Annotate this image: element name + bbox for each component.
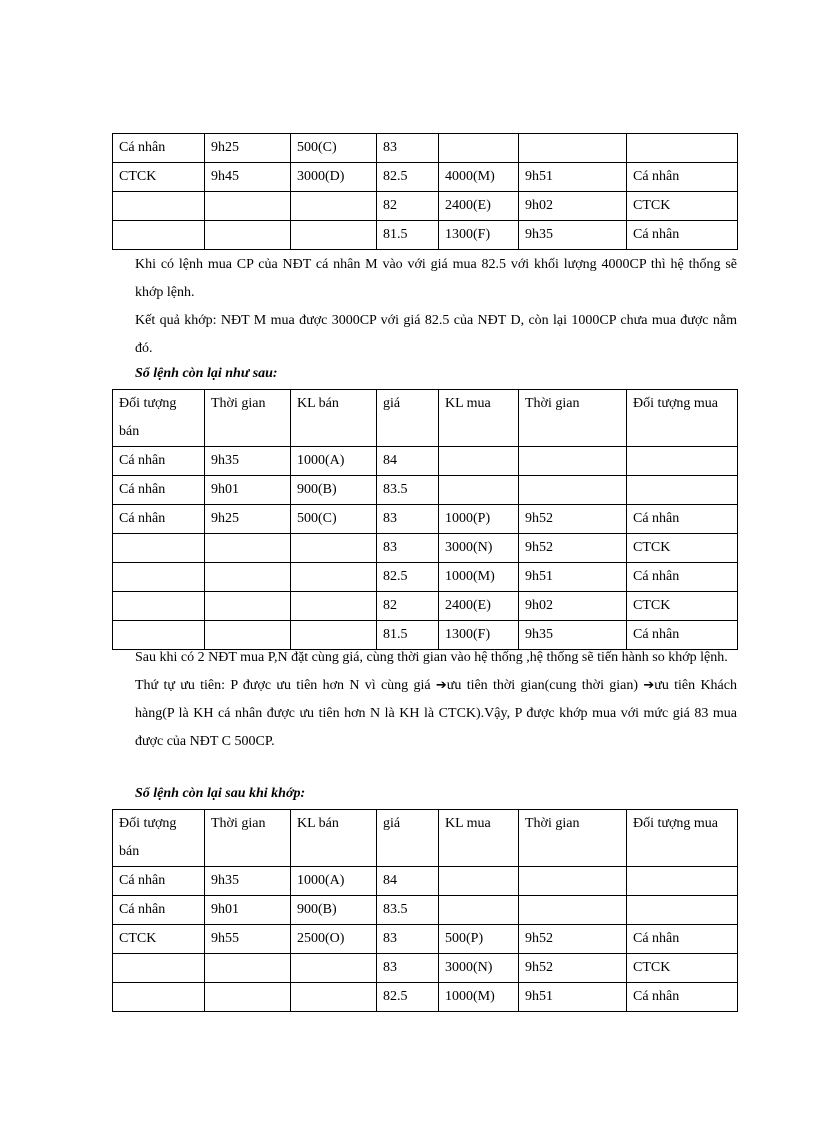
cell-price: 83 — [377, 925, 439, 954]
table-row — [113, 954, 738, 983]
cell-sell-time: 9h25 — [205, 505, 291, 534]
cell-buyer-type — [627, 134, 738, 163]
header-sell-volume: KL bán — [291, 810, 377, 867]
cell-price: 83 — [377, 505, 439, 534]
cell-seller-type: CTCK — [113, 163, 205, 192]
section-heading-2: Sổ lệnh còn lại sau khi khớp: — [135, 786, 306, 801]
cell-price: 81.5 — [377, 221, 439, 250]
header-price: giá — [377, 390, 439, 447]
order-book-table-2 — [112, 389, 738, 650]
cell-buyer-type — [627, 447, 738, 476]
cell-buy-time: 9h52 — [519, 534, 627, 563]
cell-seller-type — [113, 954, 205, 983]
cell-sell-time — [205, 954, 291, 983]
header-buyer-type: Đối tượng mua — [627, 810, 738, 867]
table-header-row — [113, 390, 738, 447]
cell-buyer-type: CTCK — [627, 954, 738, 983]
header-seller-type: Đối tượng bán — [113, 390, 205, 447]
cell-price: 83.5 — [377, 476, 439, 505]
cell-sell-time: 9h25 — [205, 134, 291, 163]
cell-seller-type — [113, 983, 205, 1012]
cell-sell-time — [205, 221, 291, 250]
cell-price: 82 — [377, 592, 439, 621]
cell-buyer-type: CTCK — [627, 592, 738, 621]
cell-seller-type: Cá nhân — [113, 476, 205, 505]
cell-buy-time — [519, 134, 627, 163]
cell-seller-type — [113, 563, 205, 592]
cell-sell-time: 9h01 — [205, 896, 291, 925]
cell-sell-volume — [291, 563, 377, 592]
cell-seller-type — [113, 221, 205, 250]
order-book-table-continued — [112, 133, 737, 250]
cell-buy-volume: 2400(E) — [439, 192, 519, 221]
cell-buy-time: 9h52 — [519, 954, 627, 983]
cell-sell-time: 9h45 — [205, 163, 291, 192]
order-book-after-match — [112, 809, 737, 1012]
cell-price: 81.5 — [377, 621, 439, 650]
cell-sell-volume — [291, 534, 377, 563]
section-heading-1: Sổ lệnh còn lại như sau: — [135, 366, 278, 381]
table-row — [113, 534, 738, 563]
cell-price: 83 — [377, 134, 439, 163]
cell-buy-time — [519, 476, 627, 505]
header-buy-time: Thời gian — [519, 390, 627, 447]
cell-seller-type: Cá nhân — [113, 867, 205, 896]
header-seller-type: Đối tượng bán — [113, 810, 205, 867]
table-row — [113, 221, 738, 250]
table-row — [113, 134, 738, 163]
cell-sell-time — [205, 534, 291, 563]
table-row — [113, 592, 738, 621]
cell-sell-volume: 900(B) — [291, 896, 377, 925]
header-buy-volume: KL mua — [439, 810, 519, 867]
explanation-2-line-1: Sau khi có 2 NĐT mua P,N đặt cùng giá, cùng thời gian vào hệ thống ,hệ thống sẽ tiến hành so khớp lệnh. — [135, 650, 728, 665]
cell-buyer-type: CTCK — [627, 192, 738, 221]
priority-text-c: ưu tiên Khách hàng(P là KH cá nhân được ưu tiên hơn N là KH là CTCK).Vậy, P được khớp mua với mức giá 83 mua được của NĐT C 500CP. — [135, 678, 737, 749]
cell-sell-volume — [291, 592, 377, 621]
table-row — [113, 867, 738, 896]
header-buy-time: Thời gian — [519, 810, 627, 867]
cell-sell-volume: 2500(O) — [291, 925, 377, 954]
table-row — [113, 163, 738, 192]
cell-sell-time — [205, 983, 291, 1012]
cell-price: 83.5 — [377, 896, 439, 925]
cell-sell-time: 9h35 — [205, 447, 291, 476]
cell-buy-volume: 1300(F) — [439, 221, 519, 250]
cell-seller-type: Cá nhân — [113, 896, 205, 925]
cell-buy-volume: 4000(M) — [439, 163, 519, 192]
arrow-right-icon: ➔ — [435, 678, 447, 693]
cell-price: 82.5 — [377, 163, 439, 192]
header-buyer-type: Đối tượng mua — [627, 390, 738, 447]
header-price: giá — [377, 810, 439, 867]
cell-seller-type — [113, 592, 205, 621]
cell-price: 82.5 — [377, 983, 439, 1012]
table-row — [113, 896, 738, 925]
priority-text-a: Thứ tự ưu tiên: P được ưu tiên hơn N vì cùng giá — [135, 678, 436, 693]
cell-sell-volume: 500(C) — [291, 505, 377, 534]
cell-sell-volume — [291, 192, 377, 221]
cell-sell-volume — [291, 954, 377, 983]
cell-price: 84 — [377, 447, 439, 476]
cell-buyer-type: Cá nhân — [627, 925, 738, 954]
table-row — [113, 447, 738, 476]
cell-sell-volume: 900(B) — [291, 476, 377, 505]
cell-buy-time: 9h52 — [519, 925, 627, 954]
cell-buy-volume: 2400(E) — [439, 592, 519, 621]
cell-buyer-type: Cá nhân — [627, 505, 738, 534]
cell-sell-time — [205, 563, 291, 592]
cell-buy-volume: 1000(P) — [439, 505, 519, 534]
explanation-2-line-2 — [135, 672, 737, 756]
cell-buy-time — [519, 867, 627, 896]
table-row — [113, 925, 738, 954]
cell-buy-volume: 1300(F) — [439, 621, 519, 650]
header-sell-time: Thời gian — [205, 810, 291, 867]
explanation-2 — [135, 644, 737, 756]
table-row — [113, 192, 738, 221]
cell-buyer-type: Cá nhân — [627, 221, 738, 250]
arrow-right-icon: ➔ — [643, 678, 655, 693]
cell-buy-volume: 1000(M) — [439, 563, 519, 592]
cell-buy-time: 9h02 — [519, 192, 627, 221]
cell-buy-volume — [439, 476, 519, 505]
cell-buy-time: 9h51 — [519, 563, 627, 592]
table-row — [113, 505, 738, 534]
cell-buyer-type: Cá nhân — [627, 983, 738, 1012]
cell-buyer-type: Cá nhân — [627, 163, 738, 192]
cell-buyer-type: CTCK — [627, 534, 738, 563]
cell-sell-time: 9h01 — [205, 476, 291, 505]
cell-buy-volume — [439, 896, 519, 925]
cell-seller-type: Cá nhân — [113, 447, 205, 476]
cell-buy-volume: 1000(M) — [439, 983, 519, 1012]
cell-price: 84 — [377, 867, 439, 896]
priority-text-b: ưu tiên thời gian(cung thời gian) — [446, 678, 644, 693]
cell-sell-volume: 3000(D) — [291, 163, 377, 192]
cell-buyer-type: Cá nhân — [627, 563, 738, 592]
cell-buyer-type — [627, 476, 738, 505]
cell-sell-time — [205, 192, 291, 221]
cell-buyer-type — [627, 896, 738, 925]
cell-sell-time — [205, 592, 291, 621]
cell-price: 82.5 — [377, 563, 439, 592]
order-book-remaining — [112, 389, 737, 650]
explanation-1-line-2: Kết quả khớp: NĐT M mua được 3000CP với giá 82.5 của NĐT D, còn lại 1000CP chưa mua được nằm đó. — [135, 313, 737, 356]
cell-buy-volume — [439, 867, 519, 896]
cell-buy-volume: 3000(N) — [439, 954, 519, 983]
cell-buyer-type: Cá nhân — [627, 621, 738, 650]
cell-seller-type — [113, 192, 205, 221]
cell-buy-volume — [439, 447, 519, 476]
cell-sell-volume — [291, 221, 377, 250]
table-header-row — [113, 810, 738, 867]
header-sell-time: Thời gian — [205, 390, 291, 447]
cell-sell-volume: 1000(A) — [291, 867, 377, 896]
header-buy-volume: KL mua — [439, 390, 519, 447]
cell-price: 83 — [377, 534, 439, 563]
cell-buy-time — [519, 896, 627, 925]
table-row — [113, 563, 738, 592]
table-row — [113, 476, 738, 505]
cell-sell-volume — [291, 983, 377, 1012]
cell-price: 83 — [377, 954, 439, 983]
cell-seller-type — [113, 534, 205, 563]
cell-buy-volume — [439, 134, 519, 163]
cell-buy-time: 9h35 — [519, 621, 627, 650]
cell-buy-time: 9h35 — [519, 221, 627, 250]
cell-sell-volume: 500(C) — [291, 134, 377, 163]
cell-buyer-type — [627, 867, 738, 896]
cell-sell-time: 9h35 — [205, 867, 291, 896]
cell-buy-time: 9h51 — [519, 163, 627, 192]
cell-sell-time: 9h55 — [205, 925, 291, 954]
cell-buy-time: 9h51 — [519, 983, 627, 1012]
explanation-1-line-1: Khi có lệnh mua CP của NĐT cá nhân M vào với giá mua 82.5 với khối lượng 4000CP thì hệ thống sẽ khớp lệnh. — [135, 257, 737, 300]
cell-sell-volume: 1000(A) — [291, 447, 377, 476]
header-sell-volume: KL bán — [291, 390, 377, 447]
cell-buy-time: 9h02 — [519, 592, 627, 621]
cell-seller-type: Cá nhân — [113, 134, 205, 163]
order-book-table-3 — [112, 809, 738, 1012]
cell-buy-volume: 500(P) — [439, 925, 519, 954]
cell-price: 82 — [377, 192, 439, 221]
cell-seller-type: Cá nhân — [113, 505, 205, 534]
cell-buy-volume: 3000(N) — [439, 534, 519, 563]
explanation-1 — [135, 251, 737, 363]
table-row — [113, 983, 738, 1012]
cell-buy-time: 9h52 — [519, 505, 627, 534]
order-book-table-1 — [112, 133, 738, 250]
cell-buy-time — [519, 447, 627, 476]
cell-seller-type: CTCK — [113, 925, 205, 954]
